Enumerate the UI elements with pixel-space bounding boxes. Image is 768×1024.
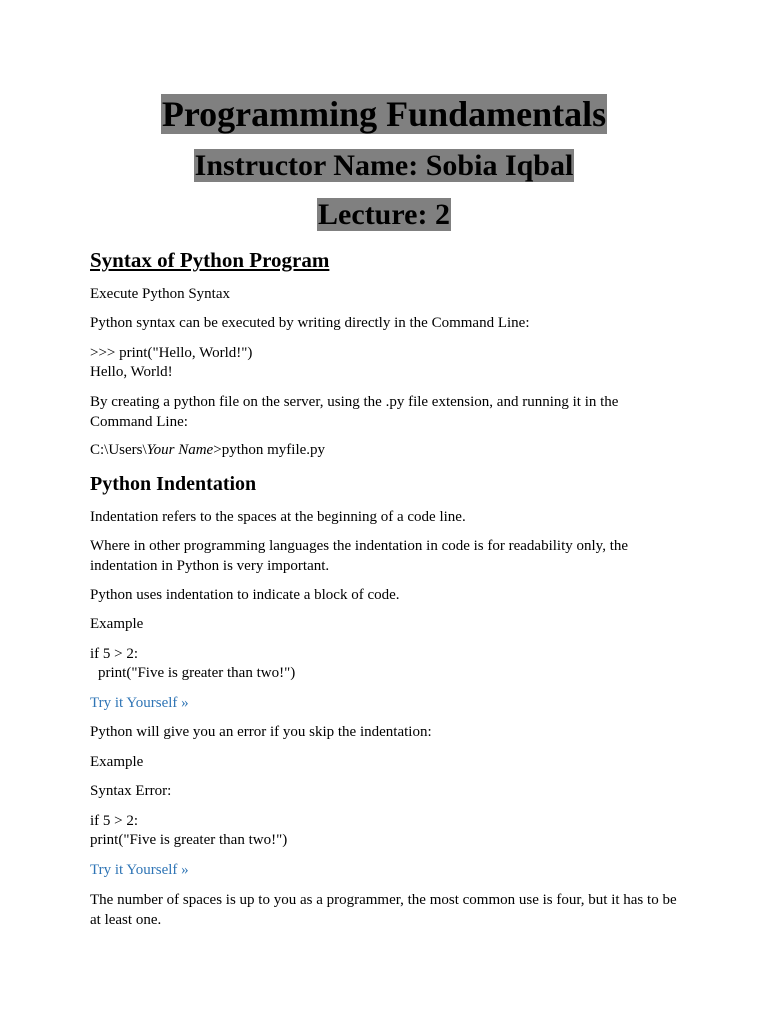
paragraph: Python syntax can be executed by writing directly in the Command Line: [90,315,530,331]
try-it-yourself-link[interactable]: Try it Yourself » [90,862,189,878]
section-heading-syntax: Syntax of Python Program [90,248,330,272]
syntax-error-label: Syntax Error: [90,783,172,799]
instructor-block [0,148,768,184]
instructor-name: Instructor Name: Sobia Iqbal [194,149,574,182]
try-it-yourself-container [90,861,680,881]
paragraph: Execute Python Syntax [90,286,230,302]
lecture-block [0,197,768,233]
paragraph: Python uses indentation to indicate a block of code. [90,587,400,603]
paragraph: By creating a python file on the server, using the .py file extension, and running it in the Command Line: [90,394,619,430]
paragraph: Python will give you an error if you skip the indentation: [90,724,432,740]
command-placeholder: Your Name [146,442,214,458]
code-output: Hello, World! [90,364,173,380]
document-title-block [0,93,768,135]
try-it-yourself-container [90,694,680,714]
code-line: if 5 > 2: [90,646,139,662]
command-suffix: >python myfile.py [213,442,326,458]
code-line: >>> print("Hello, World!") [90,345,253,361]
section-heading-indentation: Python Indentation [90,473,257,495]
command-prefix: C:\Users\ [90,442,147,458]
try-it-yourself-link[interactable]: Try it Yourself » [90,695,189,711]
code-line-indented: print("Five is greater than two!") [98,665,296,681]
paragraph: The number of spaces is up to you as a programmer, the most common use is four, but it has to be at least one. [90,892,677,928]
command-line-example [90,441,680,461]
paragraph: Indentation refers to the spaces at the beginning of a code line. [90,509,466,525]
code-line: if 5 > 2: [90,813,139,829]
paragraph: Where in other programming languages the indentation in code is for readability only, the indentation in Python is very important. [90,538,629,574]
document-title: Programming Fundamentals [161,94,607,134]
lecture-number: Lecture: 2 [318,198,450,231]
example-label: Example [90,754,144,770]
code-line: print("Five is greater than two!") [90,832,288,848]
example-label: Example [90,616,144,632]
